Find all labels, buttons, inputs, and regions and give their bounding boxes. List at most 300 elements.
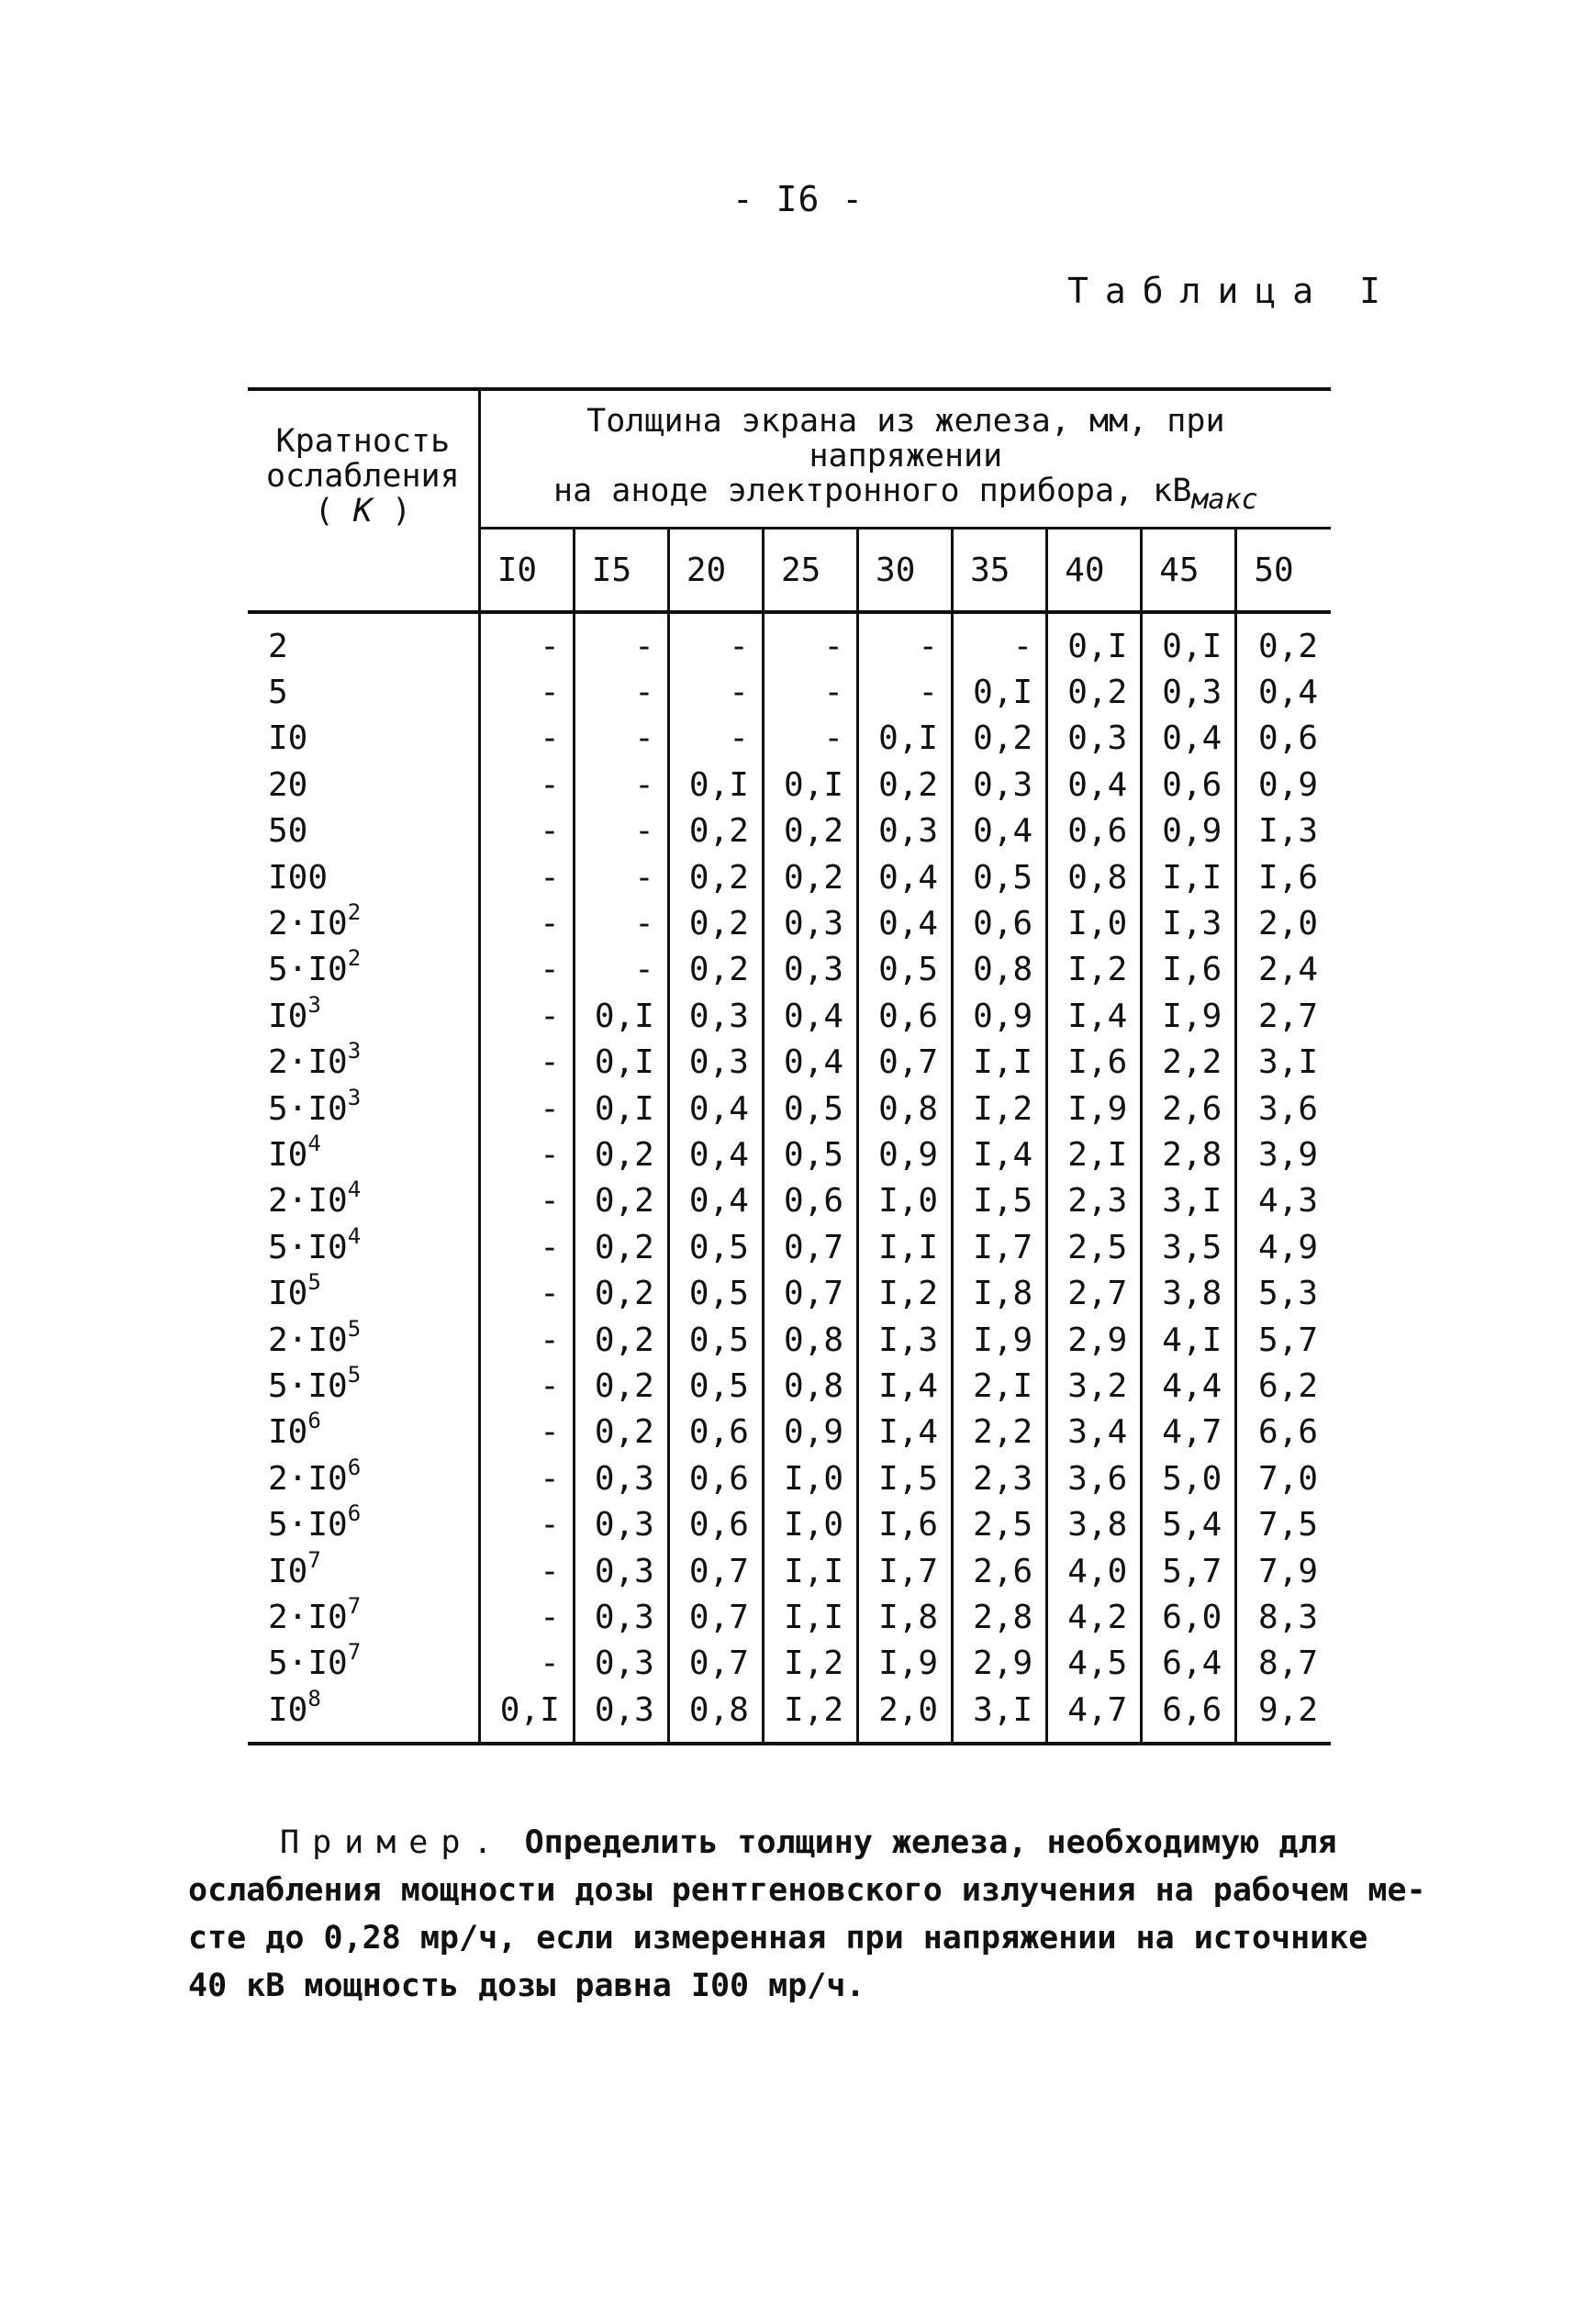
thickness-cell: 0,I (668, 762, 763, 808)
thickness-cell: 0,I (574, 1086, 668, 1132)
thickness-cell: 0,2 (574, 1270, 668, 1316)
thickness-cell: 0,2 (668, 947, 763, 993)
attenuation-factor-exponent: 3 (307, 991, 321, 1018)
thickness-cell: - (763, 669, 857, 715)
thickness-cell: - (574, 900, 668, 946)
thickness-cell: I,I (763, 1594, 857, 1640)
table-row (248, 669, 1331, 715)
attenuation-factor-base: I0 (268, 1275, 308, 1313)
attenuation-factor-cell (248, 1086, 479, 1132)
thickness-cell: I,3 (1257, 812, 1318, 851)
attenuation-factor-exponent: 5 (347, 1361, 362, 1388)
table-body (248, 612, 1331, 1744)
thickness-cell: - (479, 1040, 574, 1086)
voltage-header-cell: 20 (668, 529, 763, 613)
thickness-cell: 4,0 (1047, 1548, 1142, 1594)
thickness-cell: - (858, 669, 953, 715)
attenuation-factor-exponent: 7 (347, 1639, 362, 1666)
attenuation-factor-exponent: 5 (347, 1315, 362, 1342)
attenuation-factor-base: 2·I0 (268, 905, 348, 943)
thickness-cell: - (574, 612, 668, 669)
thickness-cell: 0,5 (668, 1270, 763, 1316)
thickness-cell: I,8 (858, 1594, 953, 1640)
thickness-cell: 0,2 (574, 1178, 668, 1224)
thickness-cell: 2,9 (1047, 1317, 1142, 1363)
thickness-cell: - (479, 1594, 574, 1640)
thickness-cell: - (479, 1178, 574, 1224)
thickness-cell: I,9 (858, 1641, 953, 1687)
thickness-cell: 0,7 (858, 1040, 953, 1086)
thickness-cell: 0,8 (763, 1317, 857, 1363)
attenuation-factor-base: 5·I0 (268, 951, 348, 989)
thickness-cell: 5,7 (1257, 1321, 1318, 1359)
thickness-cell: - (763, 612, 857, 669)
thickness-cell: 5,3 (1257, 1275, 1318, 1313)
thickness-cell: I,6 (858, 1501, 953, 1547)
thickness-cell: 6,0 (1142, 1594, 1236, 1640)
thickness-cell: I,2 (858, 1270, 953, 1316)
attenuation-factor-base: 5·I0 (268, 1089, 348, 1128)
thickness-cell: 0,3 (574, 1687, 668, 1744)
thickness-cell: - (479, 808, 574, 854)
thickness-cell: 0,I (953, 669, 1047, 715)
thickness-cell: 0,4 (858, 900, 953, 946)
thickness-cell: 0,2 (574, 1317, 668, 1363)
thickness-cell: 3,6 (1257, 1089, 1318, 1128)
table-row (248, 1363, 1331, 1409)
header-attenuation-line2: ослабления (265, 458, 460, 495)
thickness-cell: 0,2 (858, 762, 953, 808)
thickness-cell: 0,I (858, 716, 953, 762)
voltage-header-cell: 40 (1047, 529, 1142, 613)
thickness-cell: 4,5 (1047, 1641, 1142, 1687)
attenuation-factor-cell (248, 947, 479, 993)
example-line-1-text: Определить толщину железа, необходимую для (524, 1824, 1337, 1861)
attenuation-factor-base: 50 (268, 812, 308, 851)
thickness-cell: I,4 (1047, 993, 1142, 1039)
attenuation-factor-exponent: 5 (307, 1269, 321, 1296)
table-row (248, 1641, 1331, 1687)
attenuation-factor-base: I0 (268, 1135, 308, 1174)
header-attenuation-line3 (249, 494, 477, 529)
example-line-3: сте до 0,28 мр/ч, если измеренная при напряжении на источнике (188, 1920, 1368, 1957)
thickness-cell: 0,6 (858, 993, 953, 1039)
thickness-cell: 0,9 (1257, 765, 1318, 804)
attenuation-factor-cell (248, 1270, 479, 1316)
attenuation-factor-cell (248, 900, 479, 946)
thickness-cell: 0,2 (763, 854, 857, 900)
thickness-cell: I,6 (1142, 947, 1236, 993)
thickness-cell: 0,8 (1047, 854, 1142, 900)
table-row (248, 993, 1331, 1039)
thickness-cell: 6,6 (1257, 1413, 1318, 1452)
table-row (248, 1501, 1331, 1547)
attenuation-factor-base: 5·I0 (268, 1366, 348, 1405)
k-symbol: К (352, 493, 373, 530)
attenuation-factor-exponent: 2 (347, 899, 362, 926)
thickness-cell: - (479, 716, 574, 762)
attenuation-factor-base: I0 (268, 719, 308, 758)
attenuation-factor-base: I0 (268, 1413, 308, 1452)
attenuation-factor-exponent: 6 (347, 1454, 362, 1480)
thickness-cell: 0,I (574, 1040, 668, 1086)
thickness-cell: 0,6 (668, 1410, 763, 1455)
thickness-cell: I,5 (953, 1178, 1047, 1224)
thickness-cell: 0,3 (763, 947, 857, 993)
thickness-cell: I,6 (1047, 1040, 1142, 1086)
thickness-cell: 3,I (1257, 1043, 1318, 1082)
attenuation-factor-base: 20 (268, 765, 308, 804)
attenuation-factor-base: 5·I0 (268, 1644, 348, 1683)
table-caption (1067, 271, 1380, 311)
thickness-cell: - (574, 947, 668, 993)
thickness-cell: 0,3 (574, 1594, 668, 1640)
attenuation-factor-exponent: 4 (347, 1222, 362, 1249)
attenuation-factor-exponent: 7 (347, 1592, 362, 1619)
thickness-cell: 0,I (763, 762, 857, 808)
thickness-cell: I,2 (763, 1687, 857, 1744)
thickness-cell: 2,4 (1257, 951, 1318, 989)
attenuation-factor-base: 2·I0 (268, 1182, 348, 1221)
thickness-cell: 6,4 (1142, 1641, 1236, 1687)
table-row (248, 612, 1331, 669)
thickness-cell: 5,0 (1142, 1455, 1236, 1501)
thickness-cell: I,5 (858, 1455, 953, 1501)
thickness-cell: 0,4 (953, 808, 1047, 854)
header-thickness-line1: Толщина экрана из железа, мм, при напряжении (586, 403, 1225, 474)
thickness-cell: I,0 (763, 1455, 857, 1501)
attenuation-factor-base: 5·I0 (268, 1506, 348, 1544)
thickness-cell: 0,8 (953, 947, 1047, 993)
thickness-cell: 0,9 (858, 1132, 953, 1177)
thickness-cell: - (479, 1224, 574, 1270)
thickness-cell: 0,6 (763, 1178, 857, 1224)
thickness-cell: 2,5 (953, 1501, 1047, 1547)
attenuation-factor-cell (248, 669, 479, 715)
table-row (248, 1594, 1331, 1640)
table-row (248, 854, 1331, 900)
thickness-cell: 4,3 (1257, 1182, 1318, 1221)
voltage-header-cell: 30 (858, 529, 953, 613)
thickness-cell: 0,5 (858, 947, 953, 993)
attenuation-factor-cell (248, 808, 479, 854)
thickness-cell: 0,2 (668, 900, 763, 946)
thickness-cell: 3,6 (1047, 1455, 1142, 1501)
thickness-cell: 0,3 (953, 762, 1047, 808)
thickness-cell: - (763, 716, 857, 762)
thickness-cell: 6,6 (1142, 1687, 1236, 1744)
table-caption-number: I (1359, 271, 1380, 311)
thickness-cell: 0,8 (858, 1086, 953, 1132)
thickness-cell: 0,4 (668, 1086, 763, 1132)
thickness-cell: 0,6 (668, 1501, 763, 1547)
thickness-cell: 9,2 (1236, 1687, 1331, 1744)
thickness-cell: 0,4 (668, 1132, 763, 1177)
attenuation-factor-base: 2·I0 (268, 1321, 348, 1359)
thickness-cell: 7,5 (1257, 1506, 1318, 1544)
thickness-cell: 3,8 (1047, 1501, 1142, 1547)
thickness-cell: - (479, 854, 574, 900)
attenuation-factor-cell (248, 1363, 479, 1409)
thickness-cell: I,I (1142, 854, 1236, 900)
thickness-cell: I,9 (1047, 1086, 1142, 1132)
thickness-cell: I,9 (953, 1317, 1047, 1363)
thickness-cell: 0,4 (1047, 762, 1142, 808)
thickness-cell: I,9 (1142, 993, 1236, 1039)
attenuation-factor-base: I0 (268, 1552, 308, 1590)
thickness-cell: - (574, 762, 668, 808)
voltage-header-cell: I5 (574, 529, 668, 613)
attenuation-factor-exponent: 7 (307, 1546, 321, 1573)
thickness-cell: 7,0 (1257, 1459, 1318, 1498)
thickness-cell: 2,0 (1257, 905, 1318, 943)
attenuation-factor-cell (248, 1132, 479, 1177)
thickness-cell: 0,3 (668, 993, 763, 1039)
attenuation-factor-exponent: 6 (307, 1408, 321, 1434)
thickness-cell: - (479, 1410, 574, 1455)
thickness-cell: - (479, 1363, 574, 1409)
thickness-cell: 0,I (1047, 612, 1142, 669)
thickness-cell: 0,2 (668, 854, 763, 900)
table-row (248, 1317, 1331, 1363)
thickness-cell: 0,9 (763, 1410, 857, 1455)
shielding-table (248, 387, 1331, 1745)
attenuation-factor-exponent: 4 (347, 1176, 362, 1203)
thickness-cell: 5,7 (1142, 1548, 1236, 1594)
thickness-cell: 0,4 (1142, 716, 1236, 762)
table-row (248, 1132, 1331, 1177)
thickness-cell: 2,I (1047, 1132, 1142, 1177)
thickness-cell: - (574, 854, 668, 900)
voltage-header-cell: I0 (479, 529, 574, 613)
attenuation-factor-base: 2·I0 (268, 1598, 348, 1636)
thickness-cell: I,I (763, 1548, 857, 1594)
thickness-cell: - (479, 1270, 574, 1316)
thickness-cell: - (479, 1501, 574, 1547)
thickness-cell: - (479, 612, 574, 669)
thickness-cell: 2,I (953, 1363, 1047, 1409)
thickness-cell: 5,4 (1142, 1501, 1236, 1547)
attenuation-factor-cell (248, 854, 479, 900)
paren-close: ) (391, 493, 412, 530)
table-row (248, 1086, 1331, 1132)
thickness-cell: 2,7 (1047, 1270, 1142, 1316)
header-thickness-sub: макс (1191, 484, 1258, 516)
table-row (248, 1548, 1331, 1594)
table-row (248, 1270, 1331, 1316)
header-thickness-line2 (486, 474, 1325, 518)
thickness-cell: - (479, 669, 574, 715)
thickness-cell: - (574, 808, 668, 854)
thickness-cell: 0,3 (574, 1548, 668, 1594)
attenuation-factor-cell (248, 993, 479, 1039)
thickness-cell: 2,6 (1142, 1086, 1236, 1132)
thickness-cell: 2,5 (1047, 1224, 1142, 1270)
attenuation-factor-base: 5·I0 (268, 1228, 348, 1266)
thickness-cell: 3,I (953, 1687, 1047, 1744)
paren-open: ( (314, 493, 334, 530)
thickness-cell: 2,9 (953, 1641, 1047, 1687)
voltage-header-cell: 35 (953, 529, 1047, 613)
thickness-cell: 0,7 (668, 1641, 763, 1687)
thickness-cell: 4,9 (1257, 1228, 1318, 1266)
attenuation-factor-cell (248, 716, 479, 762)
thickness-cell: 0,9 (1142, 808, 1236, 854)
attenuation-factor-cell (248, 1455, 479, 1501)
thickness-cell: I,8 (953, 1270, 1047, 1316)
thickness-cell: I,6 (1257, 858, 1318, 897)
thickness-cell: 0,2 (668, 808, 763, 854)
thickness-cell: 4,2 (1047, 1594, 1142, 1640)
example-line-2: ослабления мощности дозы рентгеновского излучения на рабочем ме- (188, 1872, 1426, 1909)
header-attenuation-line1: Кратность (275, 423, 451, 460)
thickness-cell: 8,3 (1257, 1598, 1318, 1636)
attenuation-factor-exponent: 3 (347, 1038, 362, 1065)
thickness-cell: 0,2 (763, 808, 857, 854)
thickness-cell: I,I (858, 1224, 953, 1270)
thickness-cell: 0,5 (763, 1132, 857, 1177)
thickness-cell: 0,2 (574, 1132, 668, 1177)
thickness-cell: 0,2 (574, 1363, 668, 1409)
thickness-cell: I,0 (1047, 900, 1142, 946)
thickness-cell: 2,8 (1142, 1132, 1236, 1177)
thickness-cell: 0,3 (668, 1040, 763, 1086)
thickness-cell: 0,4 (763, 1040, 857, 1086)
attenuation-factor-base: 2·I0 (268, 1459, 348, 1498)
thickness-cell: - (479, 947, 574, 993)
thickness-cell: 0,3 (574, 1501, 668, 1547)
thickness-cell: 2,6 (953, 1548, 1047, 1594)
thickness-cell: 2,8 (953, 1594, 1047, 1640)
thickness-cell: 0,7 (668, 1548, 763, 1594)
thickness-cell: 0,6 (1142, 762, 1236, 808)
attenuation-factor-base: I00 (268, 858, 329, 897)
voltage-header-cell: 25 (763, 529, 857, 613)
thickness-cell: 2,0 (858, 1687, 953, 1744)
thickness-cell: 0,6 (1257, 719, 1318, 758)
attenuation-factor-cell (248, 612, 479, 669)
thickness-cell: 0,2 (1047, 669, 1142, 715)
thickness-cell: 0,7 (763, 1270, 857, 1316)
thickness-cell: 3,4 (1047, 1410, 1142, 1455)
attenuation-factor-base: I0 (268, 1690, 308, 1729)
header-thickness-group (479, 389, 1331, 529)
thickness-cell: 0,7 (763, 1224, 857, 1270)
table-row (248, 1224, 1331, 1270)
thickness-cell: 0,9 (953, 993, 1047, 1039)
attenuation-factor-cell (248, 1641, 479, 1687)
thickness-cell: - (668, 669, 763, 715)
thickness-cell: 0,I (479, 1687, 574, 1744)
thickness-cell: I,3 (858, 1317, 953, 1363)
thickness-cell: 6,2 (1257, 1366, 1318, 1405)
thickness-cell: 0,5 (668, 1224, 763, 1270)
thickness-cell: I,2 (953, 1086, 1047, 1132)
table-row (248, 947, 1331, 993)
table-row (248, 1040, 1331, 1086)
table-row (248, 900, 1331, 946)
table-row (248, 1178, 1331, 1224)
thickness-cell: - (479, 1132, 574, 1177)
thickness-cell: - (858, 612, 953, 669)
thickness-cell: 0,5 (668, 1363, 763, 1409)
thickness-cell: 0,4 (858, 854, 953, 900)
thickness-cell: - (479, 1086, 574, 1132)
thickness-cell: - (479, 762, 574, 808)
thickness-cell: I,2 (763, 1641, 857, 1687)
attenuation-factor-cell (248, 1317, 479, 1363)
attenuation-factor-base: 2·I0 (268, 1043, 348, 1082)
thickness-cell: 2,3 (953, 1455, 1047, 1501)
attenuation-factor-exponent: 3 (347, 1084, 362, 1110)
thickness-cell: 2,2 (953, 1410, 1047, 1455)
thickness-cell: 0,4 (668, 1178, 763, 1224)
table-row (248, 808, 1331, 854)
attenuation-factor-cell (248, 1548, 479, 1594)
thickness-cell: I,I (953, 1040, 1047, 1086)
attenuation-factor-exponent: 2 (347, 945, 362, 972)
thickness-cell: 0,2 (574, 1224, 668, 1270)
thickness-cell: I,0 (858, 1178, 953, 1224)
thickness-cell: 4,I (1142, 1317, 1236, 1363)
thickness-cell: - (479, 1548, 574, 1594)
thickness-cell: 2,2 (1142, 1040, 1236, 1086)
thickness-cell: 0,I (574, 993, 668, 1039)
thickness-cell: 4,7 (1142, 1410, 1236, 1455)
table-row (248, 716, 1331, 762)
attenuation-factor-cell (248, 762, 479, 808)
thickness-cell: - (479, 993, 574, 1039)
thickness-cell: 0,3 (763, 900, 857, 946)
thickness-cell: 0,3 (1142, 669, 1236, 715)
attenuation-factor-cell (248, 1410, 479, 1455)
table-row (248, 1455, 1331, 1501)
thickness-cell: 0,2 (574, 1410, 668, 1455)
attenuation-factor-exponent: 8 (307, 1685, 321, 1711)
thickness-cell: - (574, 669, 668, 715)
table-caption-word: Таблица (1066, 271, 1331, 311)
thickness-cell: 7,9 (1257, 1552, 1318, 1590)
attenuation-factor-cell (248, 1040, 479, 1086)
thickness-cell: 0,5 (668, 1317, 763, 1363)
thickness-cell: 0,8 (763, 1363, 857, 1409)
page-number: - I6 - (731, 179, 865, 219)
example-paragraph (188, 1819, 1426, 2010)
voltage-header-cell: 45 (1142, 529, 1236, 613)
header-thickness-line2-text: на аноде электронного прибора, кВ (553, 473, 1192, 509)
thickness-cell: 0,3 (574, 1455, 668, 1501)
attenuation-factor-base: 5 (268, 674, 288, 712)
example-lead: Пример. (280, 1824, 506, 1861)
table-row (248, 762, 1331, 808)
thickness-cell: 0,2 (1257, 627, 1318, 665)
thickness-cell: 3,9 (1257, 1135, 1318, 1174)
attenuation-factor-exponent: 6 (347, 1500, 362, 1527)
thickness-cell: - (479, 1641, 574, 1687)
attenuation-factor-cell (248, 1501, 479, 1547)
thickness-cell: - (574, 716, 668, 762)
thickness-cell: - (479, 1455, 574, 1501)
thickness-cell: 3,8 (1142, 1270, 1236, 1316)
example-line-1 (188, 1819, 1418, 1867)
thickness-cell: - (953, 612, 1047, 669)
thickness-cell: I,4 (953, 1132, 1047, 1177)
thickness-cell: 0,8 (668, 1687, 763, 1744)
attenuation-factor-cell (248, 1687, 479, 1744)
thickness-cell: 3,5 (1142, 1224, 1236, 1270)
thickness-cell: - (668, 716, 763, 762)
thickness-cell: I,0 (763, 1501, 857, 1547)
